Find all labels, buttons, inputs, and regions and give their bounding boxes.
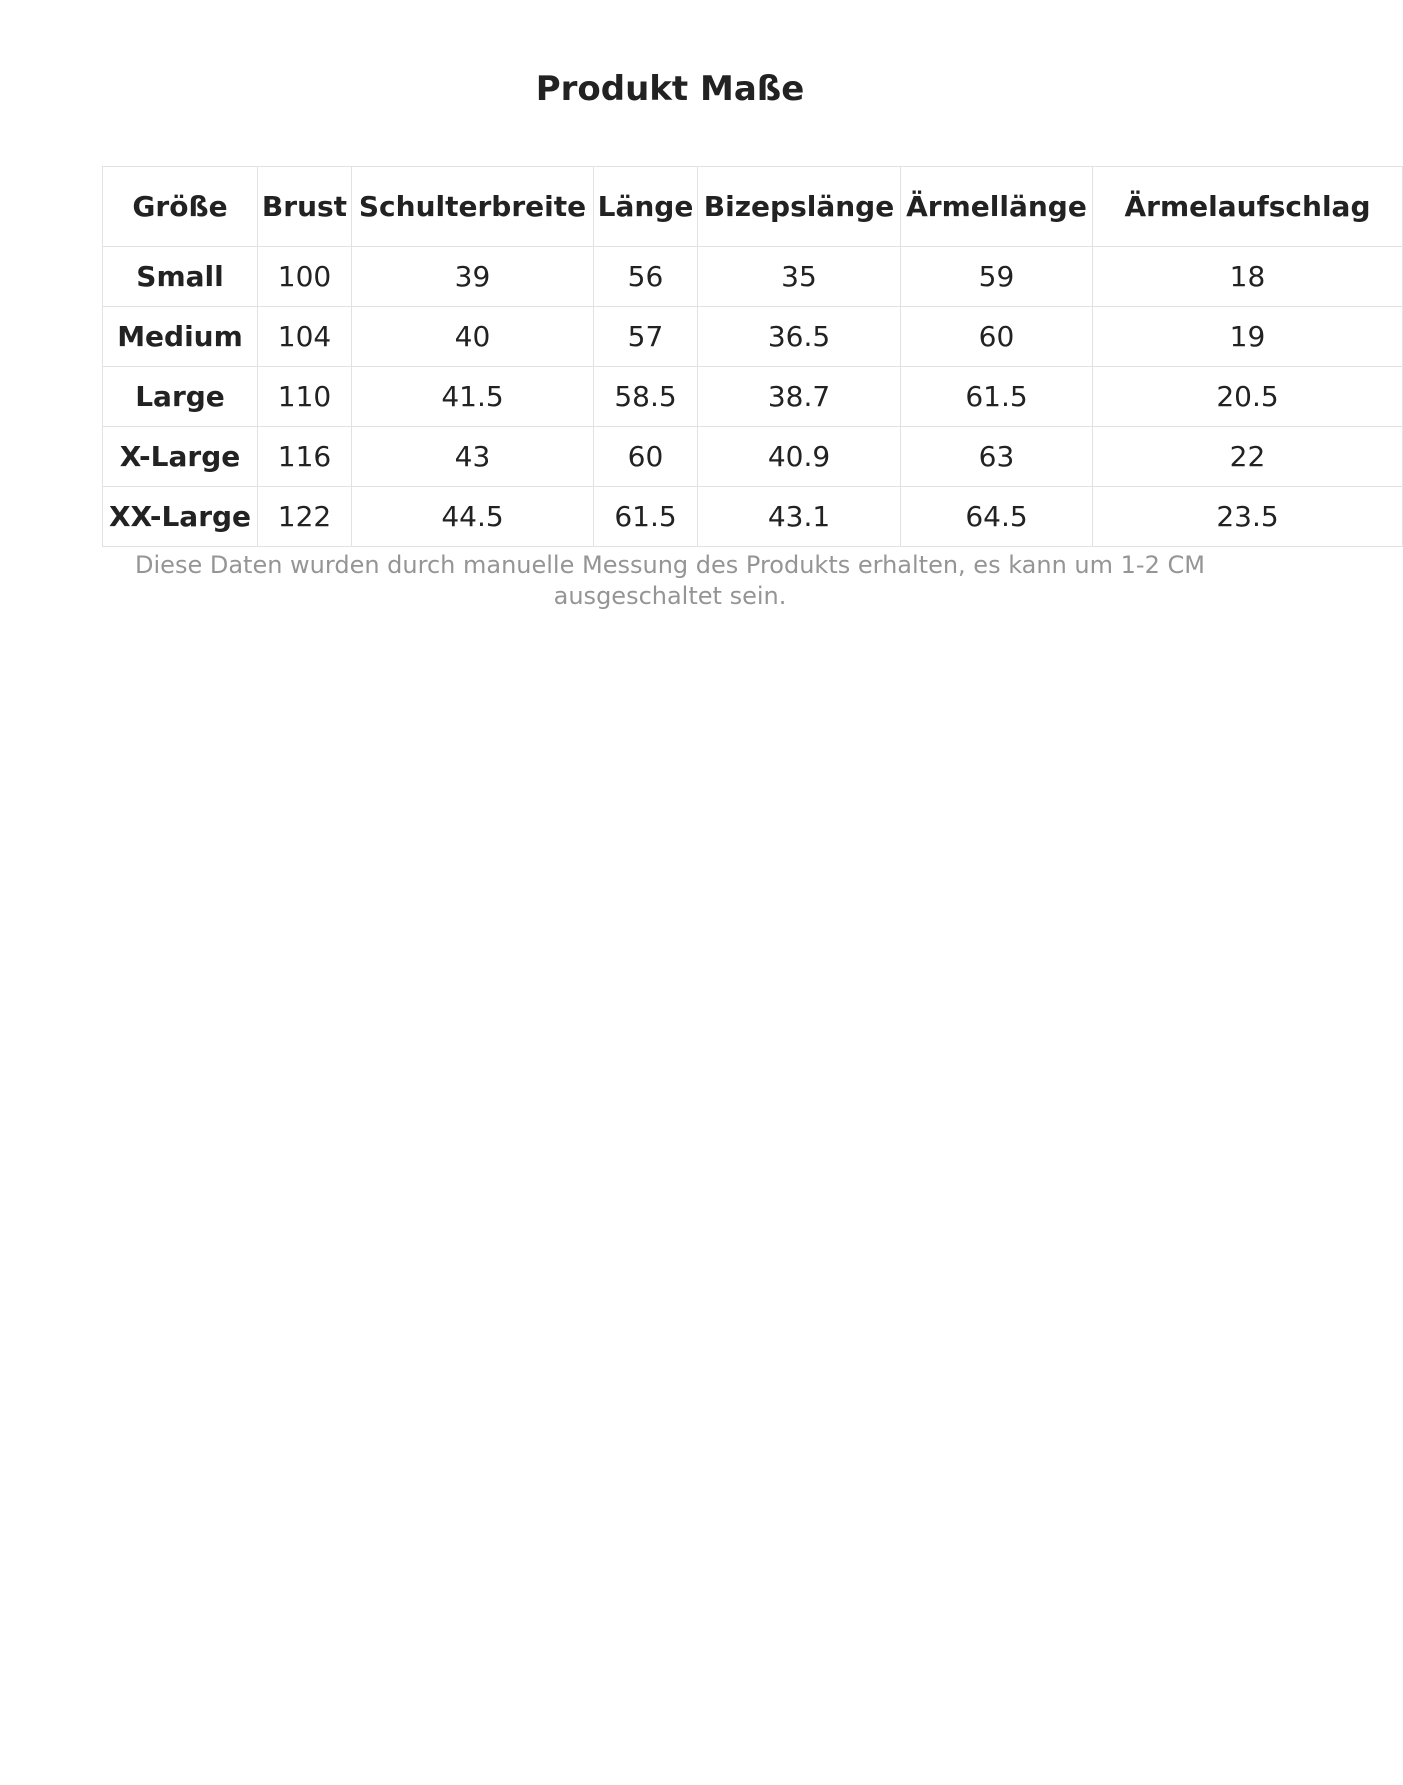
column-header-length: Länge bbox=[594, 167, 698, 247]
table-cell: 38.7 bbox=[698, 367, 901, 427]
table-cell: 56 bbox=[594, 247, 698, 307]
table-header-row bbox=[103, 167, 1403, 247]
table-cell: 64.5 bbox=[901, 487, 1093, 547]
table-cell: 60 bbox=[901, 307, 1093, 367]
table-cell: 61.5 bbox=[594, 487, 698, 547]
table-cell: 122 bbox=[258, 487, 352, 547]
column-header-sleeve-length: Ärmellänge bbox=[901, 167, 1093, 247]
table-row bbox=[103, 427, 1403, 487]
column-header-chest: Brust bbox=[258, 167, 352, 247]
table-cell: 36.5 bbox=[698, 307, 901, 367]
table-cell: 63 bbox=[901, 427, 1093, 487]
table-cell: 43.1 bbox=[698, 487, 901, 547]
table-cell: 61.5 bbox=[901, 367, 1093, 427]
table-cell: 18 bbox=[1093, 247, 1403, 307]
table-cell: 59 bbox=[901, 247, 1093, 307]
column-header-shoulder-width: Schulterbreite bbox=[352, 167, 594, 247]
table-cell: 23.5 bbox=[1093, 487, 1403, 547]
table-cell: 43 bbox=[352, 427, 594, 487]
table-cell: 44.5 bbox=[352, 487, 594, 547]
table-cell: 104 bbox=[258, 307, 352, 367]
table-cell: 110 bbox=[258, 367, 352, 427]
size-table bbox=[102, 166, 1403, 547]
size-name-cell: Small bbox=[103, 247, 258, 307]
size-name-cell: X-Large bbox=[103, 427, 258, 487]
table-cell: 116 bbox=[258, 427, 352, 487]
column-header-biceps-length: Bizepslänge bbox=[698, 167, 901, 247]
table-row bbox=[103, 307, 1403, 367]
measurement-note: Diese Daten wurden durch manuelle Messung des Produkts erhalten, es kann um 1-2 CM ausgeschaltet sein. bbox=[135, 551, 1205, 610]
table-cell: 20.5 bbox=[1093, 367, 1403, 427]
table-row bbox=[103, 247, 1403, 307]
size-table-container bbox=[102, 166, 1371, 546]
page-title: Produkt Maße bbox=[535, 69, 805, 109]
column-header-sleeve-cuff: Ärmelaufschlag bbox=[1093, 167, 1403, 247]
table-cell: 60 bbox=[594, 427, 698, 487]
table-cell: 22 bbox=[1093, 427, 1403, 487]
table-cell: 41.5 bbox=[352, 367, 594, 427]
table-row bbox=[103, 367, 1403, 427]
table-cell: 57 bbox=[594, 307, 698, 367]
table-cell: 35 bbox=[698, 247, 901, 307]
table-cell: 40 bbox=[352, 307, 594, 367]
size-name-cell: Medium bbox=[103, 307, 258, 367]
table-cell: 58.5 bbox=[594, 367, 698, 427]
size-name-cell: XX-Large bbox=[103, 487, 258, 547]
table-row bbox=[103, 487, 1403, 547]
table-cell: 19 bbox=[1093, 307, 1403, 367]
table-cell: 100 bbox=[258, 247, 352, 307]
size-name-cell: Large bbox=[103, 367, 258, 427]
table-cell: 40.9 bbox=[698, 427, 901, 487]
table-cell: 39 bbox=[352, 247, 594, 307]
column-header-size: Größe bbox=[103, 167, 258, 247]
